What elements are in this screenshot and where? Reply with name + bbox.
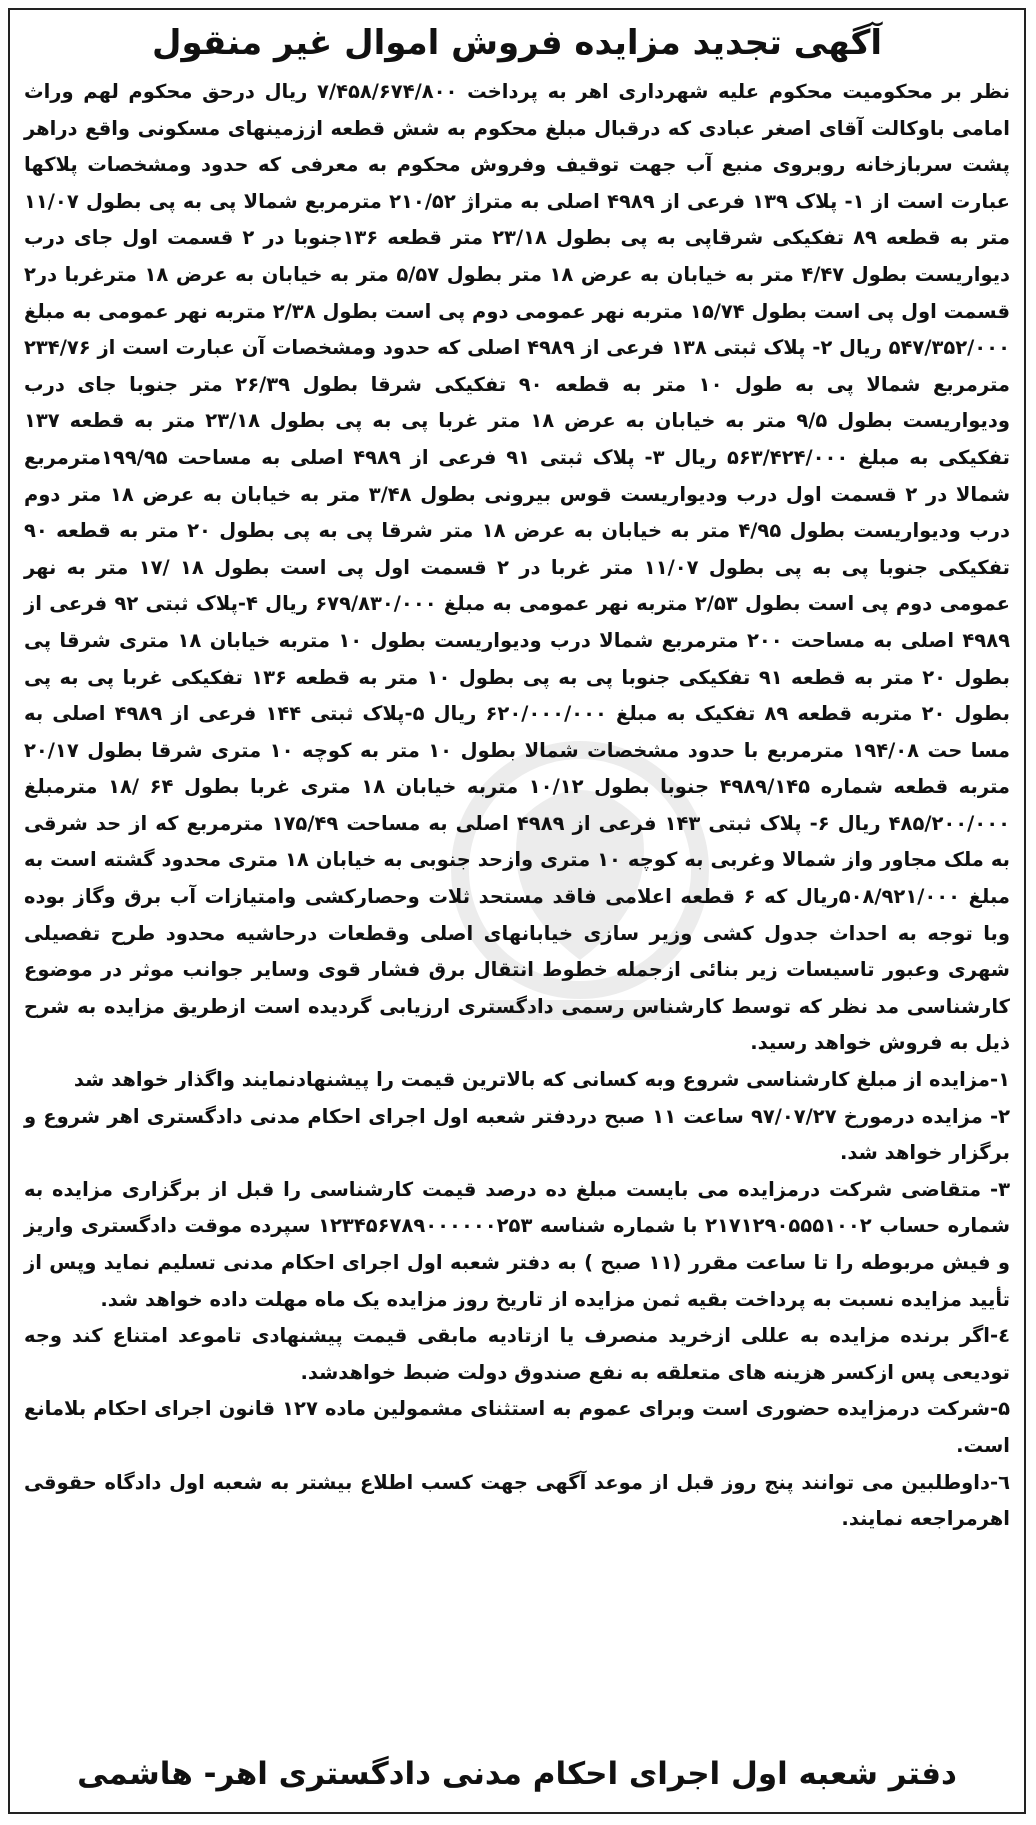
signature: دفتر شعبه اول اجرای احکام مدنی دادگستری اهر- هاشمی	[77, 1756, 957, 1792]
condition-2: ۲- مزایده درمورخ ۹۷/۰۷/۲۷ ساعت ۱۱ صبح دردفتر شعبه اول اجرای احکام مدنی دادگستری اهر شروع و برگزار خواهد شد.	[24, 1104, 1010, 1165]
notice-intro: نظر بر محکومیت محکوم علیه شهرداری اهر به پرداخت ۷/۴۵۸/۶۷۴/۸۰۰ ریال درحق محکوم لهم وراث امامی باوکالت آقای اصغر عبادی که درقبال مبلغ محکوم به شش قطعه اززمینهای مسکونی واقع دراهر پشت سربازخانه روبروی منبع آب جهت توقیف وفروش محکوم به معرفی که حدود ومشخصات پلاکها عبارت است از ۱- پلاک ۱۳۹ فرعی از ۴۹۸۹ اصلی به متراژ ۲۱۰/۵۲ مترمربع شمالا پی به پی بطول ۱۱/۰۷ متر به قطعه ۸۹ تفکیکی شرقاپی به پی بطول ۲۳/۱۸ متر قطعه ۱۳۶جنوبا در ۲ قسمت اول جای درب دیواریست بطول ۴/۴۷ متر به خیابان به عرض ۱۸ متر بطول ۵/۵۷ متر به خیابان به عرض ۱۸ مترغربا در۲ قسمت اول پی است بطول ۱۵/۷۴ متربه نهر عمومی دوم پی است بطول ۲/۳۸ متربه نهر عمومی به مبلغ ۵۴۷/۳۵۲/۰۰۰ ریال ۲- پلاک ثبتی ۱۳۸ فرعی از ۴۹۸۹ اصلی که حدود ومشخصات آن عبارت است از ۲۳۴/۷۶ مترمربع شمالا پی به طول ۱۰ متر به قطعه ۹۰ تفکیکی شرقا بطول ۲۶/۳۹ متر جنوبا جای درب ودیواریست بطول ۹/۵ متر به خیابان به عرض ۱۸ متر غربا پی به پی بطول ۲۳/۱۸ متر به قطعه ۱۳۷ تفکیکی به مبلغ ۵۶۳/۴۲۴/۰۰۰ ریال ۳- پلاک ثبتی ۹۱ فرعی از ۴۹۸۹ اصلی به مساحت ۱۹۹/۹۵مترمربع شمالا در ۲ قسمت اول درب ودیواریست قوس بیرونی بطول ۳/۴۸ متر به خیابان به عرض ۱۸ متر دوم درب ودیواریست بطول ۴/۹۵ متر به خیابان به عرض ۱۸ متر شرقا پی به پی بطول ۲۰ متر به قطعه ۹۰ تفکیکی جنوبا پی به پی بطول ۱۱/۰۷ متر غربا در ۲ قسمت اول پی است بطول ۱۸ /۱۷ متر به نهر عمومی دوم پی است بطول ۲/۵۳ متربه نهر عمومی به مبلغ ۶۷۹/۸۳۰/۰۰۰ ریال ۴-پلاک ثبتی ۹۲ فرعی از ۴۹۸۹ اصلی به مساحت ۲۰۰ مترمربع شمالا درب ودیواریست بطول ۱۰ متربه خیابان ۱۸ متری شرقا پی بطول ۲۰ متر به قطعه ۹۱ تفکیکی جنوبا پی به پی بطول ۱۰ متر به قطعه ۱۳۶ تفکیکی غربا پی به پی بطول ۲۰ متربه قطعه ۸۹ تفکیک به مبلغ ۶۲۰/۰۰۰/۰۰۰ ریال ۵-پلاک ثبتی ۱۴۴ فرعی از ۴۹۸۹ اصلی به مسا حت ۱۹۴/۰۸ مترمربع با حدود مشخصات شمالا بطول ۱۰ متر به کوچه ۱۰ متری شرقا بطول ۲۰/۱۷ متربه قطعه شماره ۴۹۸۹/۱۴۵ جنوبا بطول ۱۰/۱۲ متربه خیابان ۱۸ متری غربا بطول ۶۴ /۱۸ مترمبلغ ۴۸۵/۲۰۰/۰۰۰ ریال ۶- پلاک ثبتی ۱۴۳ فرعی از ۴۹۸۹ اصلی به مساحت ۱۷۵/۴۹ مترمربع که از حد شرقی به ملک مجاور واز شمالا وغربی به کوچه ۱۰ متری وازحد جنوبی به خیابان ۱۸ متری محدود گشته است به مبلغ ۵۰۸/۹۲۱/۰۰۰ریال که ۶ قطعه اعلامی فاقد مستحد ثلات وحصارکشی وامتیازات آب برق وگاز بوده وبا توجه به احداث جدول کشی وزیر سازی خیابانهای اصلی وقطعات درحاشیه محدود طرح تفصیلی شهری وعبور تاسیسات زیر بنائی ازجمله خطوط انتقال برق فشار قوی وسایر جوانب موثر در موضوع کارشناسی مد نظر که توسط کارشناس رسمی دادگستری ارزیابی گردیده است ازطریق مزایده به شرح ذیل به فروش خواهد رسید.	[24, 80, 1011, 1055]
notice-frame	[8, 8, 1026, 1814]
condition-3: ۳- متقاضی شرکت درمزایده می بایست مبلغ ده درصد قیمت کارشناسی را قبل از برگزاری مزایده به شماره حساب ۲۱۷۱۲۹۰۵۵۵۱۰۰۲ با شماره شناسه ۱۲۳۴۵۶۷۸۹۰۰۰۰۰۰۲۵۳ سپرده موقت دادگستری واریز و فیش مربوطه را تا ساعت مقرر (۱۱ صبح ) به دفتر شعبه اول اجرای احکام مدنی تسلیم نماید وپس از تأیید مزایده نسبت به پرداخت بقیه ثمن مزایده از تاریخ روز مزایده یک ماه مهلت داده خواهد شد.	[24, 1177, 1010, 1311]
condition-5: ۵-شرکت درمزایده حضوری است وبرای عموم به استثنای مشمولین ماده ۱۲۷ قانون اجرای احکام بلامانع است.	[24, 1397, 1011, 1457]
condition-6: ٦-داوطلبین می توانند پنج روز قبل از موعد آگهی جهت کسب اطلاع بیشتر به شعبه اول دادگاه حقوقی اهرمراجعه نمایند.	[24, 1470, 1010, 1531]
condition-4: ٤-اگر برنده مزایده به عللی ازخرید منصرف یا ازتادیه مابقی قیمت پیشنهادی تاموعد امتناع کند وجه تودیعی پس ازکسر هزینه های متعلقه به نفع صندوق دولت ضبط خواهدشد.	[24, 1324, 1010, 1384]
condition-1: ۱-مزایده از مبلغ کارشناسی شروع وبه کسانی که بالاترین قیمت را پیشنهادنمایند واگذار خواهد شد	[73, 1068, 1010, 1092]
notice-title: آگهی تجدید مزایده فروش اموال غیر منقول	[151, 23, 883, 63]
notice-body	[24, 74, 1010, 1538]
